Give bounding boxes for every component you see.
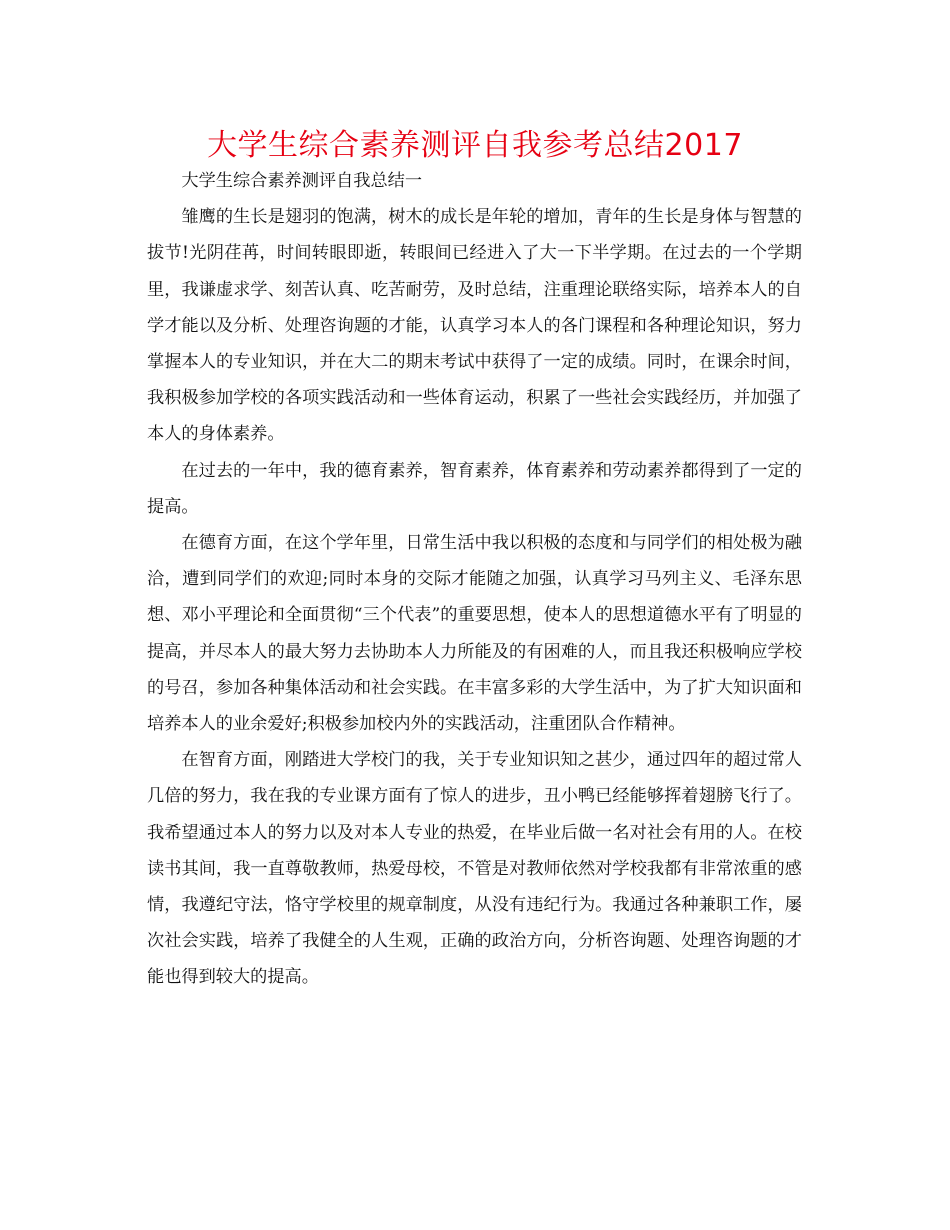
paragraph: 在智育方面，刚踏进大学校门的我，关于专业知识知之甚少，通过四年的超过常人几倍的努力，我在我的专业课方面有了惊人的进步，丑小鸭已经能够挥着翅膀飞行了。我希望通过本人的努力以及对本人专业的热爱，在毕业后做一名对社会有用的人。在校读书其间，我一直尊敬教师，热爱母校，不管是对教师依然对学校我都有非常浓重的感情，我遵纪守法，恪守学校里的规章制度，从没有违纪行为。我通过各种兼职工作，屡次社会实践，培养了我健全的人生观，正确的政治方向，分析咨询题、处理咨询题的才能也得到较大的提高。	[147, 750, 802, 988]
document-body	[147, 163, 802, 996]
paragraph: 在德育方面，在这个学年里，日常生活中我以积极的态度和与同学们的相处极为融洽，遭到同学们的欢迎;同时本身的交际才能随之加强，认真学习马列主义、毛泽东思想、邓小平理论和全面贯彻“三个代表”的重要思想，使本人的思想道德水平有了明显的提高，并尽本人的最大努力去协助本人力所能及的有困难的人，而且我还积极响应学校的号召，参加各种集体活动和社会实践。在丰富多彩的大学生活中，为了扩大知识面和培养本人的业余爱好;积极参加校内外的实践活动，注重团队合作精神。	[147, 533, 802, 735]
paragraph: 雏鹰的生长是翅羽的饱满，树木的成长是年轮的增加，青年的生长是身体与智慧的拔节!光阴荏苒，时间转眼即逝，转眼间已经进入了大一下半学期。在过去的一个学期里，我谦虚求学、刻苦认真、吃苦耐劳，及时总结，注重理论联络实际，培养本人的自学才能以及分析、处理咨询题的才能，认真学习本人的各门课程和各种理论知识，努力掌握本人的专业知识，并在大二的期末考试中获得了一定的成绩。同时，在课余时间，我积极参加学校的各项实践活动和一些体育运动，积累了一些社会实践经历，并加强了本人的身体素养。	[147, 207, 802, 445]
paragraph: 在过去的一年中，我的德育素养，智育素养，体育素养和劳动素养都得到了一定的提高。	[147, 460, 802, 517]
document-subtitle: 大学生综合素养测评自我总结一	[181, 171, 423, 191]
document-title: 大学生综合素养测评自我参考总结2017	[207, 128, 743, 163]
